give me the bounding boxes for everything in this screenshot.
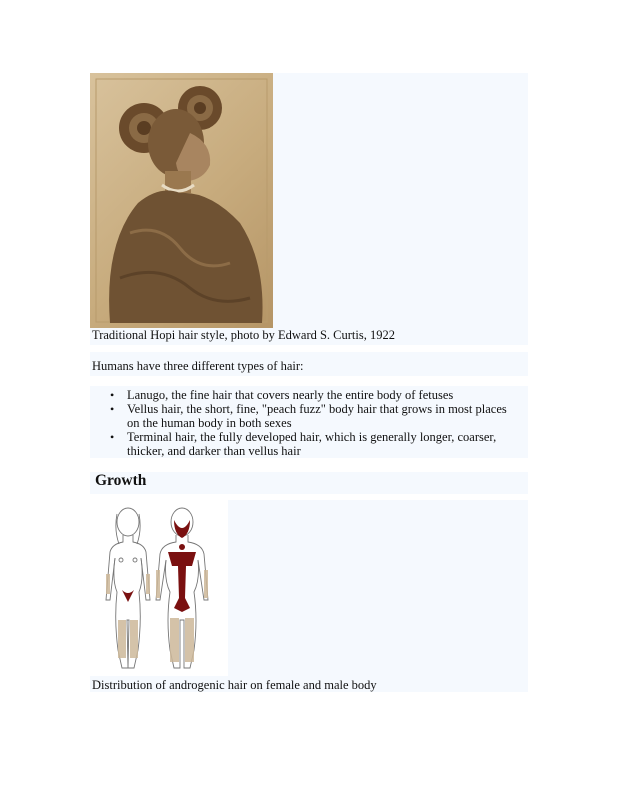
bullet-icon: • <box>110 388 115 402</box>
intro-paragraph: Humans have three different types of hair: <box>92 359 304 373</box>
growth-figure <box>90 500 528 692</box>
hopi-woman-photo <box>90 73 273 328</box>
list-item-text: Lanugo, the fine hair that covers nearly the entire body of fetuses <box>127 388 454 402</box>
list-item <box>90 402 528 430</box>
intro-paragraph-block <box>90 352 528 376</box>
hopi-photo-figure <box>90 73 528 345</box>
list-item-text: Terminal hair, the fully developed hair, which is generally longer, coarser, thicker, and darker than vellus hair <box>127 430 497 458</box>
hair-types-list-block <box>90 386 528 458</box>
hopi-woman-illustration <box>90 73 273 328</box>
figure-caption: Distribution of androgenic hair on female and male body <box>92 678 377 692</box>
hair-types-list <box>90 388 528 458</box>
list-item <box>90 388 528 402</box>
body-outline-illustration <box>90 500 228 676</box>
photo-caption: Traditional Hopi hair style, photo by Edward S. Curtis, 1922 <box>92 328 395 342</box>
section-heading-growth: Growth <box>95 472 147 489</box>
bullet-icon: • <box>110 402 115 416</box>
list-item <box>90 430 528 458</box>
growth-heading-block <box>90 472 528 494</box>
androgenic-hair-diagram <box>90 500 228 676</box>
bullet-icon: • <box>110 430 115 444</box>
list-item-text: Vellus hair, the short, fine, "peach fuzz" body hair that grows in most places on the human body in both sexes <box>127 402 507 430</box>
